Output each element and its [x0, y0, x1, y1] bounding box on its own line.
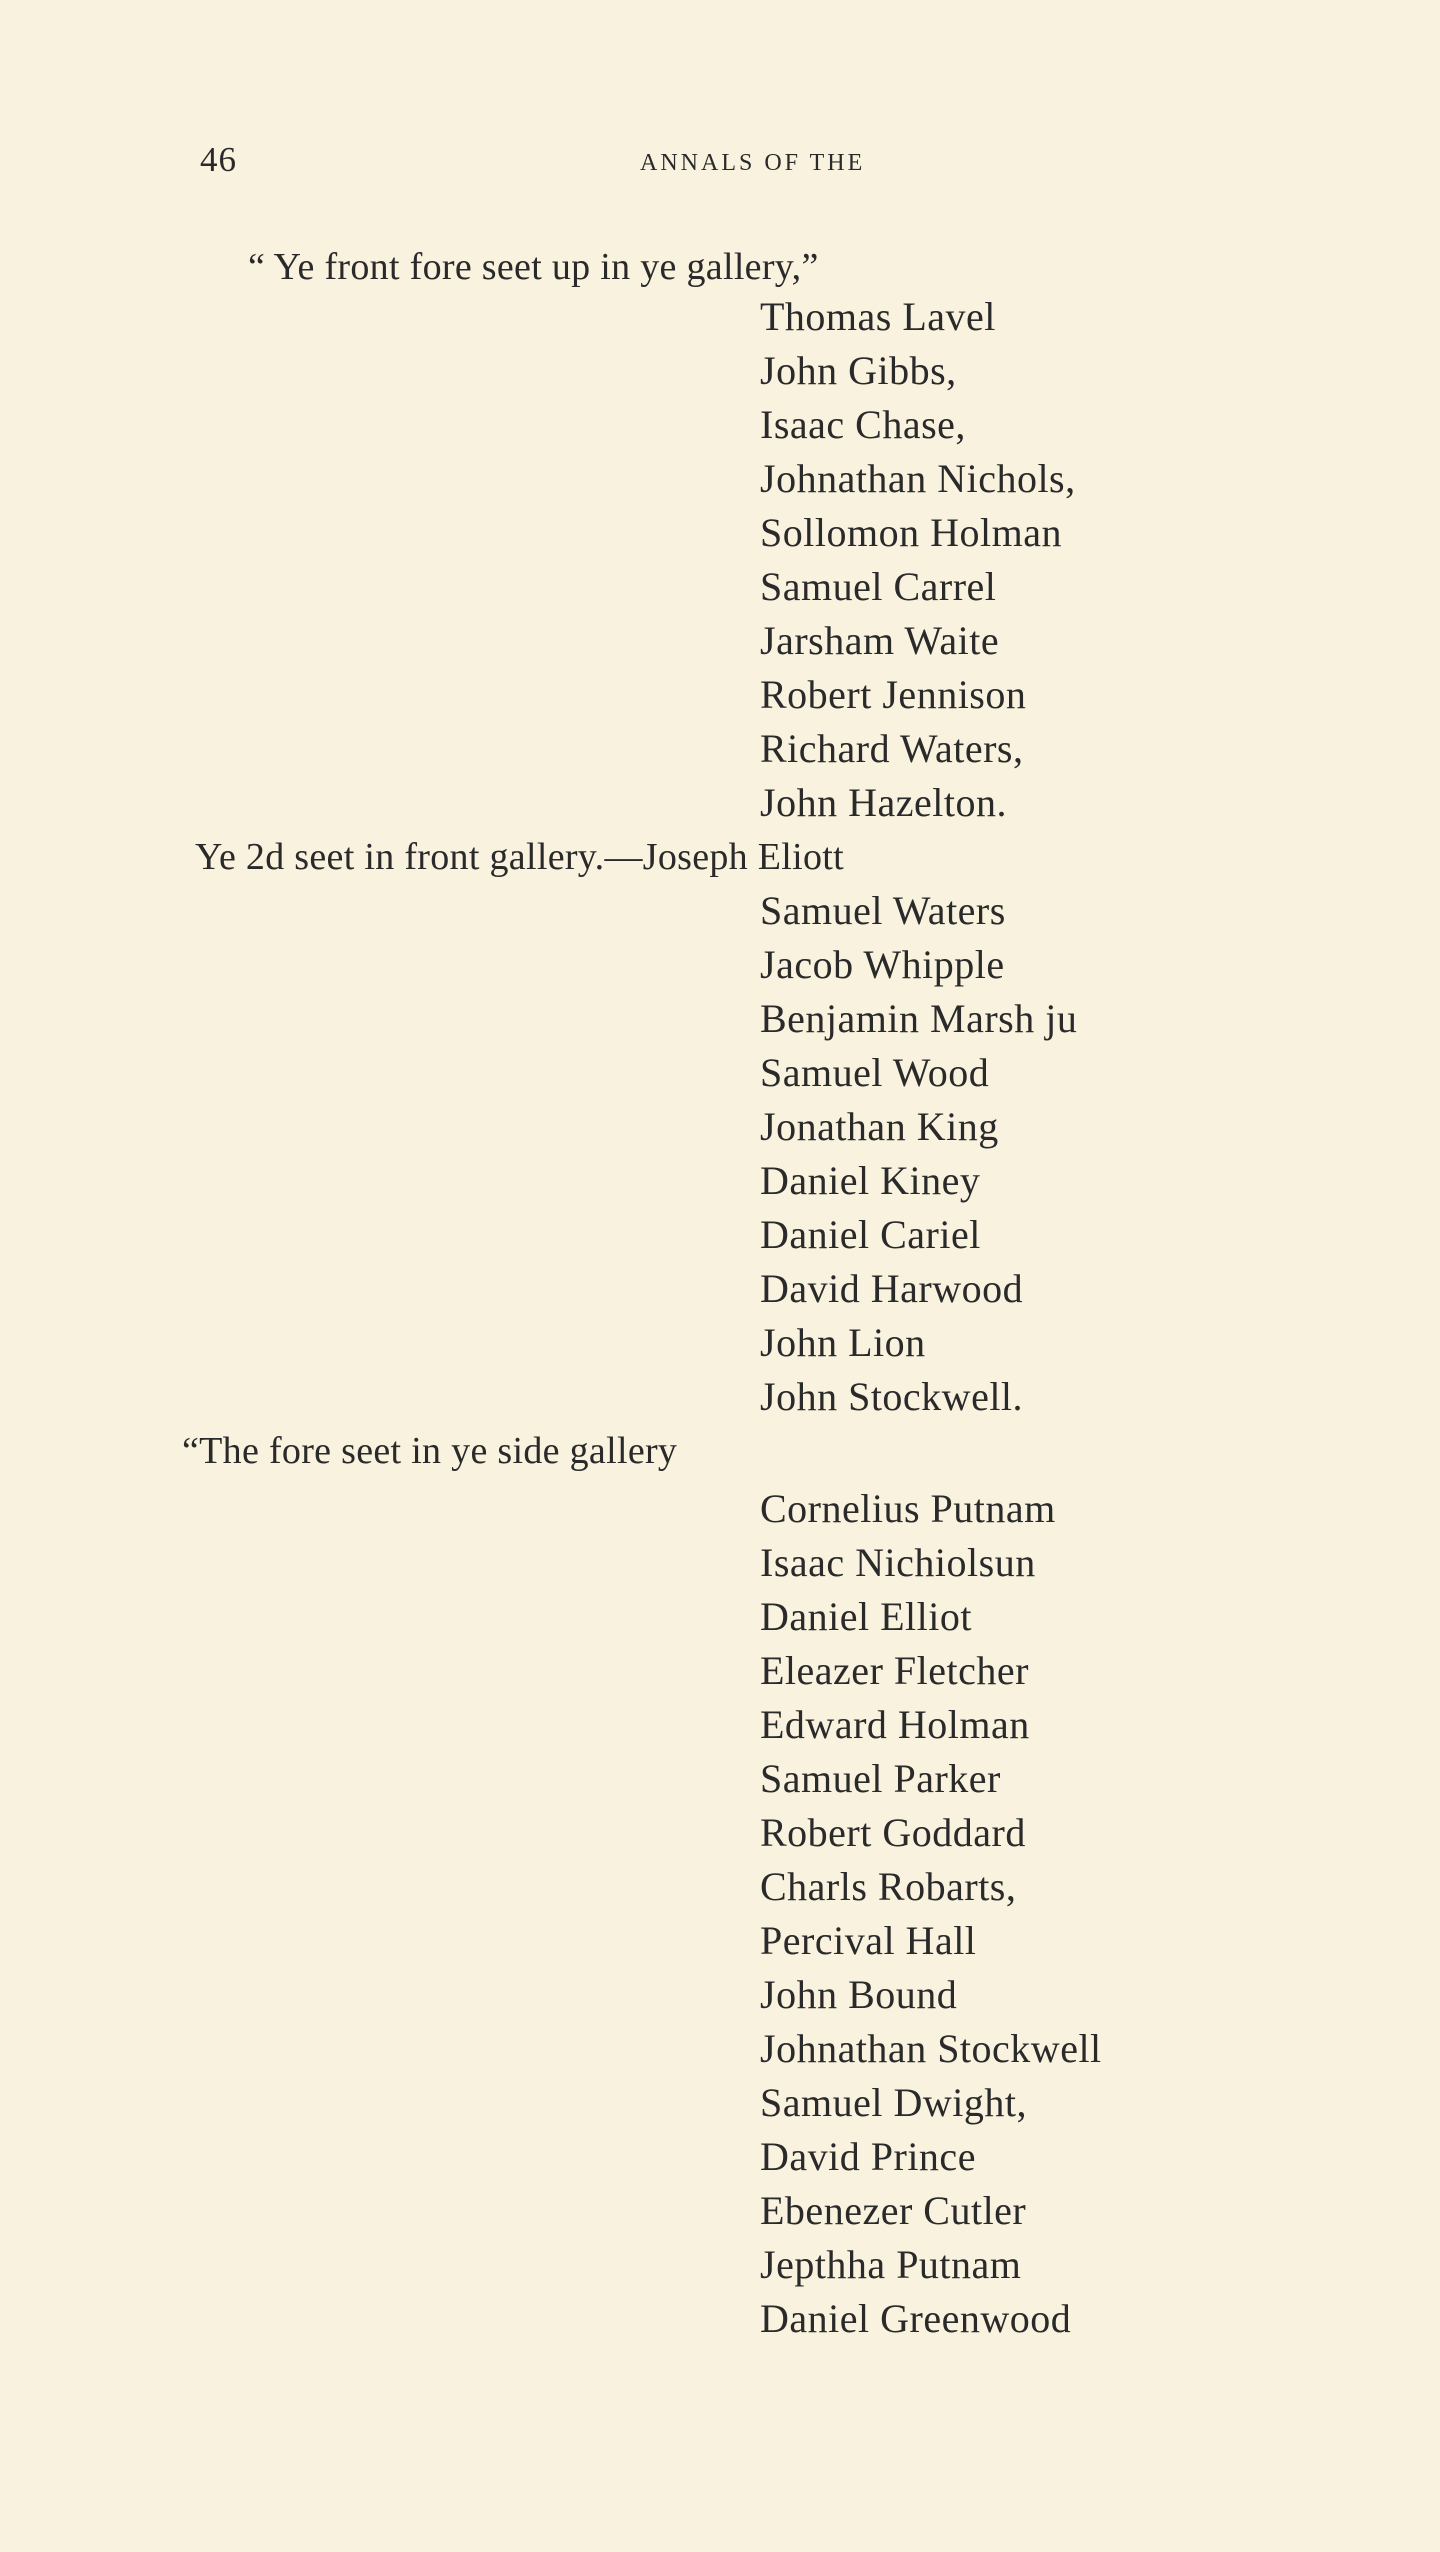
name-entry: Daniel Greenwood: [760, 2296, 1072, 2341]
name-entry: Robert Jennison: [760, 672, 1027, 717]
page-number: 46: [200, 140, 237, 179]
name-entry: Samuel Parker: [760, 1756, 1001, 1801]
name-entry: Isaac Nichiolsun: [760, 1540, 1036, 1585]
name-entry: Robert Goddard: [760, 1810, 1026, 1855]
name-entry: Samuel Wood: [760, 1050, 990, 1095]
section-heading-second-seet: Ye 2d seet in front gallery.—Joseph Eliott: [195, 836, 845, 878]
name-entry: David Prince: [760, 2134, 976, 2179]
name-entry: Jarsham Waite: [760, 618, 1000, 663]
name-entry: John Bound: [760, 1972, 958, 2017]
name-entry: Percival Hall: [760, 1918, 977, 1963]
name-entry: Benjamin Marsh ju: [760, 996, 1078, 1041]
name-entry: Edward Holman: [760, 1702, 1030, 1747]
name-entry: Jepthha Putnam: [760, 2242, 1022, 2287]
name-entry: Eleazer Fletcher: [760, 1648, 1029, 1693]
section-heading-front-fore-seet: “ Ye front fore seet up in ye gallery,”: [248, 246, 819, 288]
section-heading-side-gallery: “The fore seet in ye side gallery: [182, 1430, 678, 1472]
name-entry: Jacob Whipple: [760, 942, 1005, 987]
name-entry: Thomas Lavel: [760, 294, 996, 339]
name-entry: Cornelius Putnam: [760, 1486, 1056, 1531]
name-entry: Jonathan King: [760, 1104, 999, 1149]
name-entry: Daniel Kiney: [760, 1158, 981, 1203]
name-entry: Samuel Waters: [760, 888, 1006, 933]
name-entry: John Stockwell.: [760, 1374, 1024, 1419]
name-entry: Daniel Cariel: [760, 1212, 981, 1257]
name-entry: Ebenezer Cutler: [760, 2188, 1027, 2233]
name-entry: Johnathan Stockwell: [760, 2026, 1102, 2071]
name-entry: Samuel Dwight,: [760, 2080, 1027, 2125]
running-head: ANNALS OF THE: [640, 150, 866, 176]
name-entry: David Harwood: [760, 1266, 1024, 1311]
name-entry: Richard Waters,: [760, 726, 1024, 771]
name-entry: Sollomon Holman: [760, 510, 1062, 555]
name-entry: John Lion: [760, 1320, 926, 1365]
name-entry: John Hazelton.: [760, 780, 1007, 825]
name-entry: Charls Robarts,: [760, 1864, 1017, 1909]
name-entry: Johnathan Nichols,: [760, 456, 1076, 501]
name-entry: Samuel Carrel: [760, 564, 997, 609]
name-entry: Isaac Chase,: [760, 402, 966, 447]
name-entry: Daniel Elliot: [760, 1594, 973, 1639]
name-entry: John Gibbs,: [760, 348, 957, 393]
